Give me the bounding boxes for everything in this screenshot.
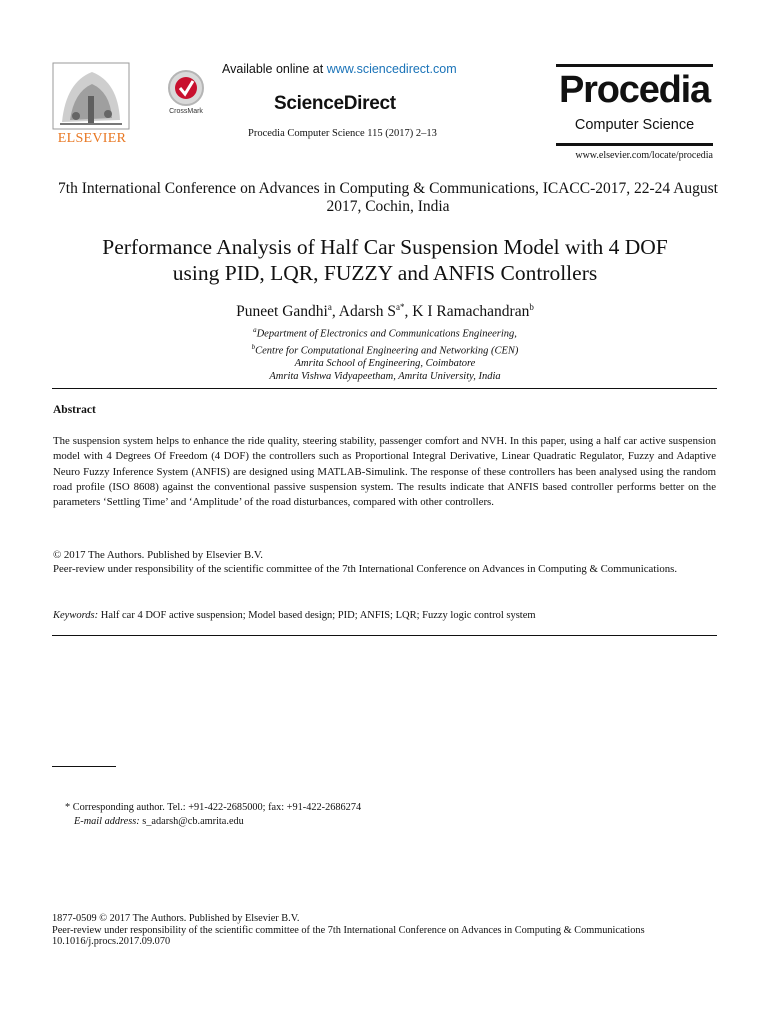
title-line-1: Performance Analysis of Half Car Suspension Model with 4 DOF	[102, 235, 668, 259]
issn-footer	[52, 913, 717, 948]
keywords-label: Keywords:	[53, 610, 99, 621]
keywords-text: Half car 4 DOF active suspension; Model based design; PID; ANFIS; LQR; Fuzzy logic control system	[98, 610, 536, 621]
peer-review-footer: Peer-review under responsibility of the scientific committee of the 7th International Conference on Advances in Computing & Communications	[52, 924, 645, 936]
copyright-notice	[53, 548, 716, 576]
affiliation-mark: b	[251, 342, 256, 351]
available-online-line	[222, 62, 457, 76]
procedia-subtitle: Computer Science	[574, 117, 695, 133]
issn-line: 1877-0509 © 2017 The Authors. Published by Elsevier B.V.	[52, 913, 300, 924]
author-name: Puneet Gandhi	[236, 303, 328, 321]
paper-title	[40, 234, 730, 286]
affiliation-mark: a	[253, 326, 257, 334]
conference-name: 7th International Conference on Advances in Computing & Communications, ICACC-2017, 22-24 August 2017, Cochin, India	[58, 180, 718, 215]
footnote	[65, 801, 665, 828]
available-online-prefix: Available online at	[222, 62, 327, 76]
affiliations	[60, 324, 710, 383]
author-name: K I Ramachandran	[412, 303, 530, 321]
procedia-title: Procedia	[559, 69, 710, 111]
affiliation-line: $^a$Department of Electronics and Communications Engineering,	[253, 326, 517, 340]
title-line-2: using PID, LQR, FUZZY and ANFIS Controllers	[172, 261, 598, 285]
author-affiliation-mark: a*	[396, 302, 405, 312]
affiliation-line: Amrita School of Engineering, Coimbatore	[294, 358, 476, 369]
sciencedirect-link[interactable]: www.sciencedirect.com	[326, 62, 457, 76]
corresponding-author: * Corresponding author. Tel.: +91-422-2685000; fax: +91-422-2686274	[65, 802, 362, 813]
copyright-line: © 2017 The Authors. Published by Elsevier B.V.	[53, 549, 263, 561]
affiliation-line: $^b$Centre for Computational Engineering and Networking (CEN)	[251, 342, 519, 356]
abstract-body: The suspension system helps to enhance the ride quality, steering stability, passenger comfort and NVH. In this paper, using a half car active suspension model with 4 Degrees Of Freedom (4 DOF) the controllers such as Proportional Integral Derivative, Linear Quadratic Regulator, Fuzzy and Adaptive Neuro Fuzzy Inference System (ANFIS) are designed using MATLAB-Simulink. The response of these controllers has been analysed using the random road profile (ISO 8608) against the conventional passive suspension system. The results indicate that ANFIS based controller performs better on the parameters ‘Settling Time’ and ‘Amplitude’ of the road disturbances, compared with other controllers.	[53, 435, 716, 509]
procedia-url[interactable]: www.elsevier.com/locate/procedia	[575, 150, 713, 161]
elsevier-wordmark: ELSEVIER	[57, 131, 127, 146]
author-affiliation-mark: b	[529, 302, 534, 312]
divider-bottom	[52, 635, 717, 636]
email-label: E-mail address:	[74, 815, 140, 827]
journal-reference: Procedia Computer Science 115 (2017) 2–13	[248, 128, 437, 139]
abstract-heading: Abstract	[53, 404, 96, 416]
divider-top	[52, 388, 717, 389]
doi[interactable]: 10.1016/j.procs.2017.09.070	[52, 936, 171, 947]
author-name: Adarsh S	[338, 303, 397, 321]
sciencedirect-title: ScienceDirect	[274, 93, 396, 114]
footnote-rule	[52, 766, 116, 767]
author-list: Puneet Gandhi$^a$, Adarsh $S^{a*}$, K I Ramachandran$^b$	[236, 302, 534, 321]
keywords	[53, 609, 716, 623]
affiliation-line: Amrita Vishwa Vidyapeetham, Amrita University, India	[269, 371, 501, 382]
author-affiliation-mark: a	[327, 302, 332, 312]
email-address[interactable]: s_adarsh@cb.amrita.edu	[139, 815, 244, 827]
crossmark-label: CrossMark	[169, 108, 203, 115]
peer-review-line: Peer-review under responsibility of the scientific committee of the 7th International Conference on Advances in Computing & Communications.	[53, 563, 678, 575]
email-line	[65, 815, 665, 829]
